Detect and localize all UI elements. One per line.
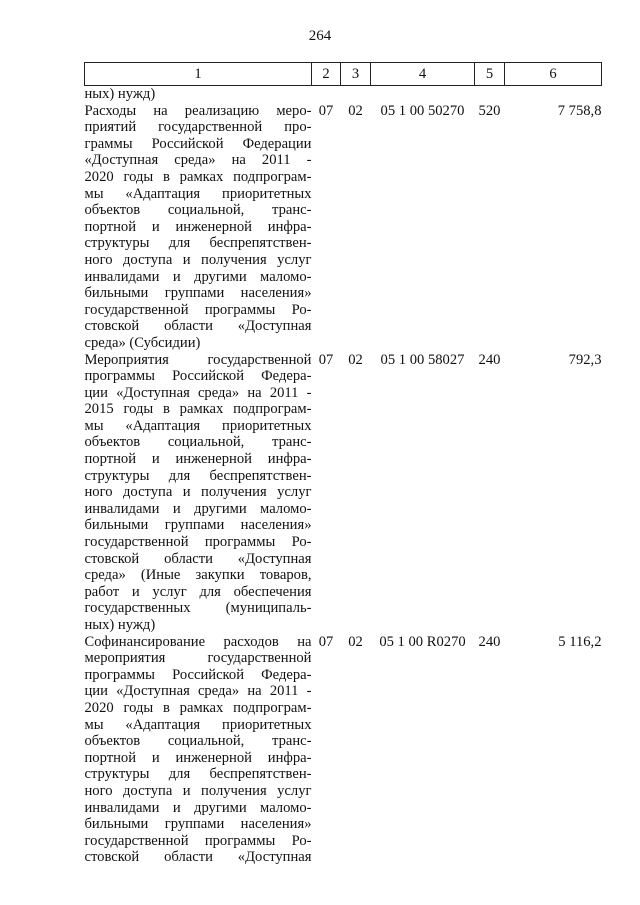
continuation-text: ных) нужд) xyxy=(84,86,156,102)
column-header-subsection: 3 xyxy=(341,63,371,86)
budget-table xyxy=(84,62,602,866)
row-expense-type: 520 xyxy=(478,102,501,119)
row-section: 07 xyxy=(318,351,334,368)
row-subsection: 02 xyxy=(348,633,363,650)
row-amount: 7 758,8 xyxy=(557,102,602,119)
row-description: Расходы на реализацию меро- приятий государственной про- граммы Российской Федерации «Доступная среда» на 2011 - 2020 годы в рамках подпрограм- мы «Адаптация приоритетных объектов социальной, транс- портной и инженерной инфра- структуры для беспрепятствен- ного доступа и получения услуг инвалидами и другими маломо- бильными группами населения» государственной программы Ро- стовской области «Доступная среда» (Субсидии) xyxy=(84,102,312,351)
table-row xyxy=(85,634,602,866)
table-row xyxy=(85,352,602,634)
row-target-article: 05 1 00 58027 xyxy=(380,351,465,368)
page-number: 264 xyxy=(308,28,332,44)
column-header-target-article: 4 xyxy=(371,63,475,86)
header-row xyxy=(85,63,602,86)
row-description: Софинансирование расходов на мероприятия государственной программы Российской Федера- ции «Доступная среда» на 2011 - 2020 годы в рамках подпрограм- мы «Адаптация приоритетных объектов социальной, транс- портной и инженерной инфра- структуры для беспрепятствен- ного доступа и получения услуг инвалидами и другими маломо- бильными группами населения» государственной программы Ро- стовской области «Доступная xyxy=(84,633,312,866)
row-amount: 5 116,2 xyxy=(558,633,602,650)
row-subsection: 02 xyxy=(348,351,363,368)
row-section: 07 xyxy=(318,102,334,119)
continuation-row xyxy=(85,86,602,103)
row-target-article: 05 1 00 50270 xyxy=(380,102,465,119)
row-expense-type: 240 xyxy=(478,351,501,368)
column-header-description: 1 xyxy=(85,63,312,86)
row-target-article: 05 1 00 R0270 xyxy=(379,633,466,650)
row-section: 07 xyxy=(318,633,334,650)
row-amount: 792,3 xyxy=(568,351,602,368)
row-description: Мероприятия государственной программы Российской Федера- ции «Доступная среда» на 2011 - 2015 годы в рамках подпрограм- мы «Адаптация приоритетных объектов социальной, транс- портной и инженерной инфра- структуры для беспрепятствен- ного доступа и получения услуг инвалидами и другими маломо- бильными группами населения» государственной программы Ро- стовской области «Доступная среда» (Иные закупки товаров, работ и услуг для обеспечения государственных (муниципаль- ных) нужд) xyxy=(84,351,312,633)
row-expense-type: 240 xyxy=(478,633,501,650)
column-header-section: 2 xyxy=(312,63,341,86)
column-header-expense-type: 5 xyxy=(475,63,505,86)
table-row xyxy=(85,103,602,352)
row-subsection: 02 xyxy=(348,102,363,119)
column-header-amount: 6 xyxy=(505,63,602,86)
